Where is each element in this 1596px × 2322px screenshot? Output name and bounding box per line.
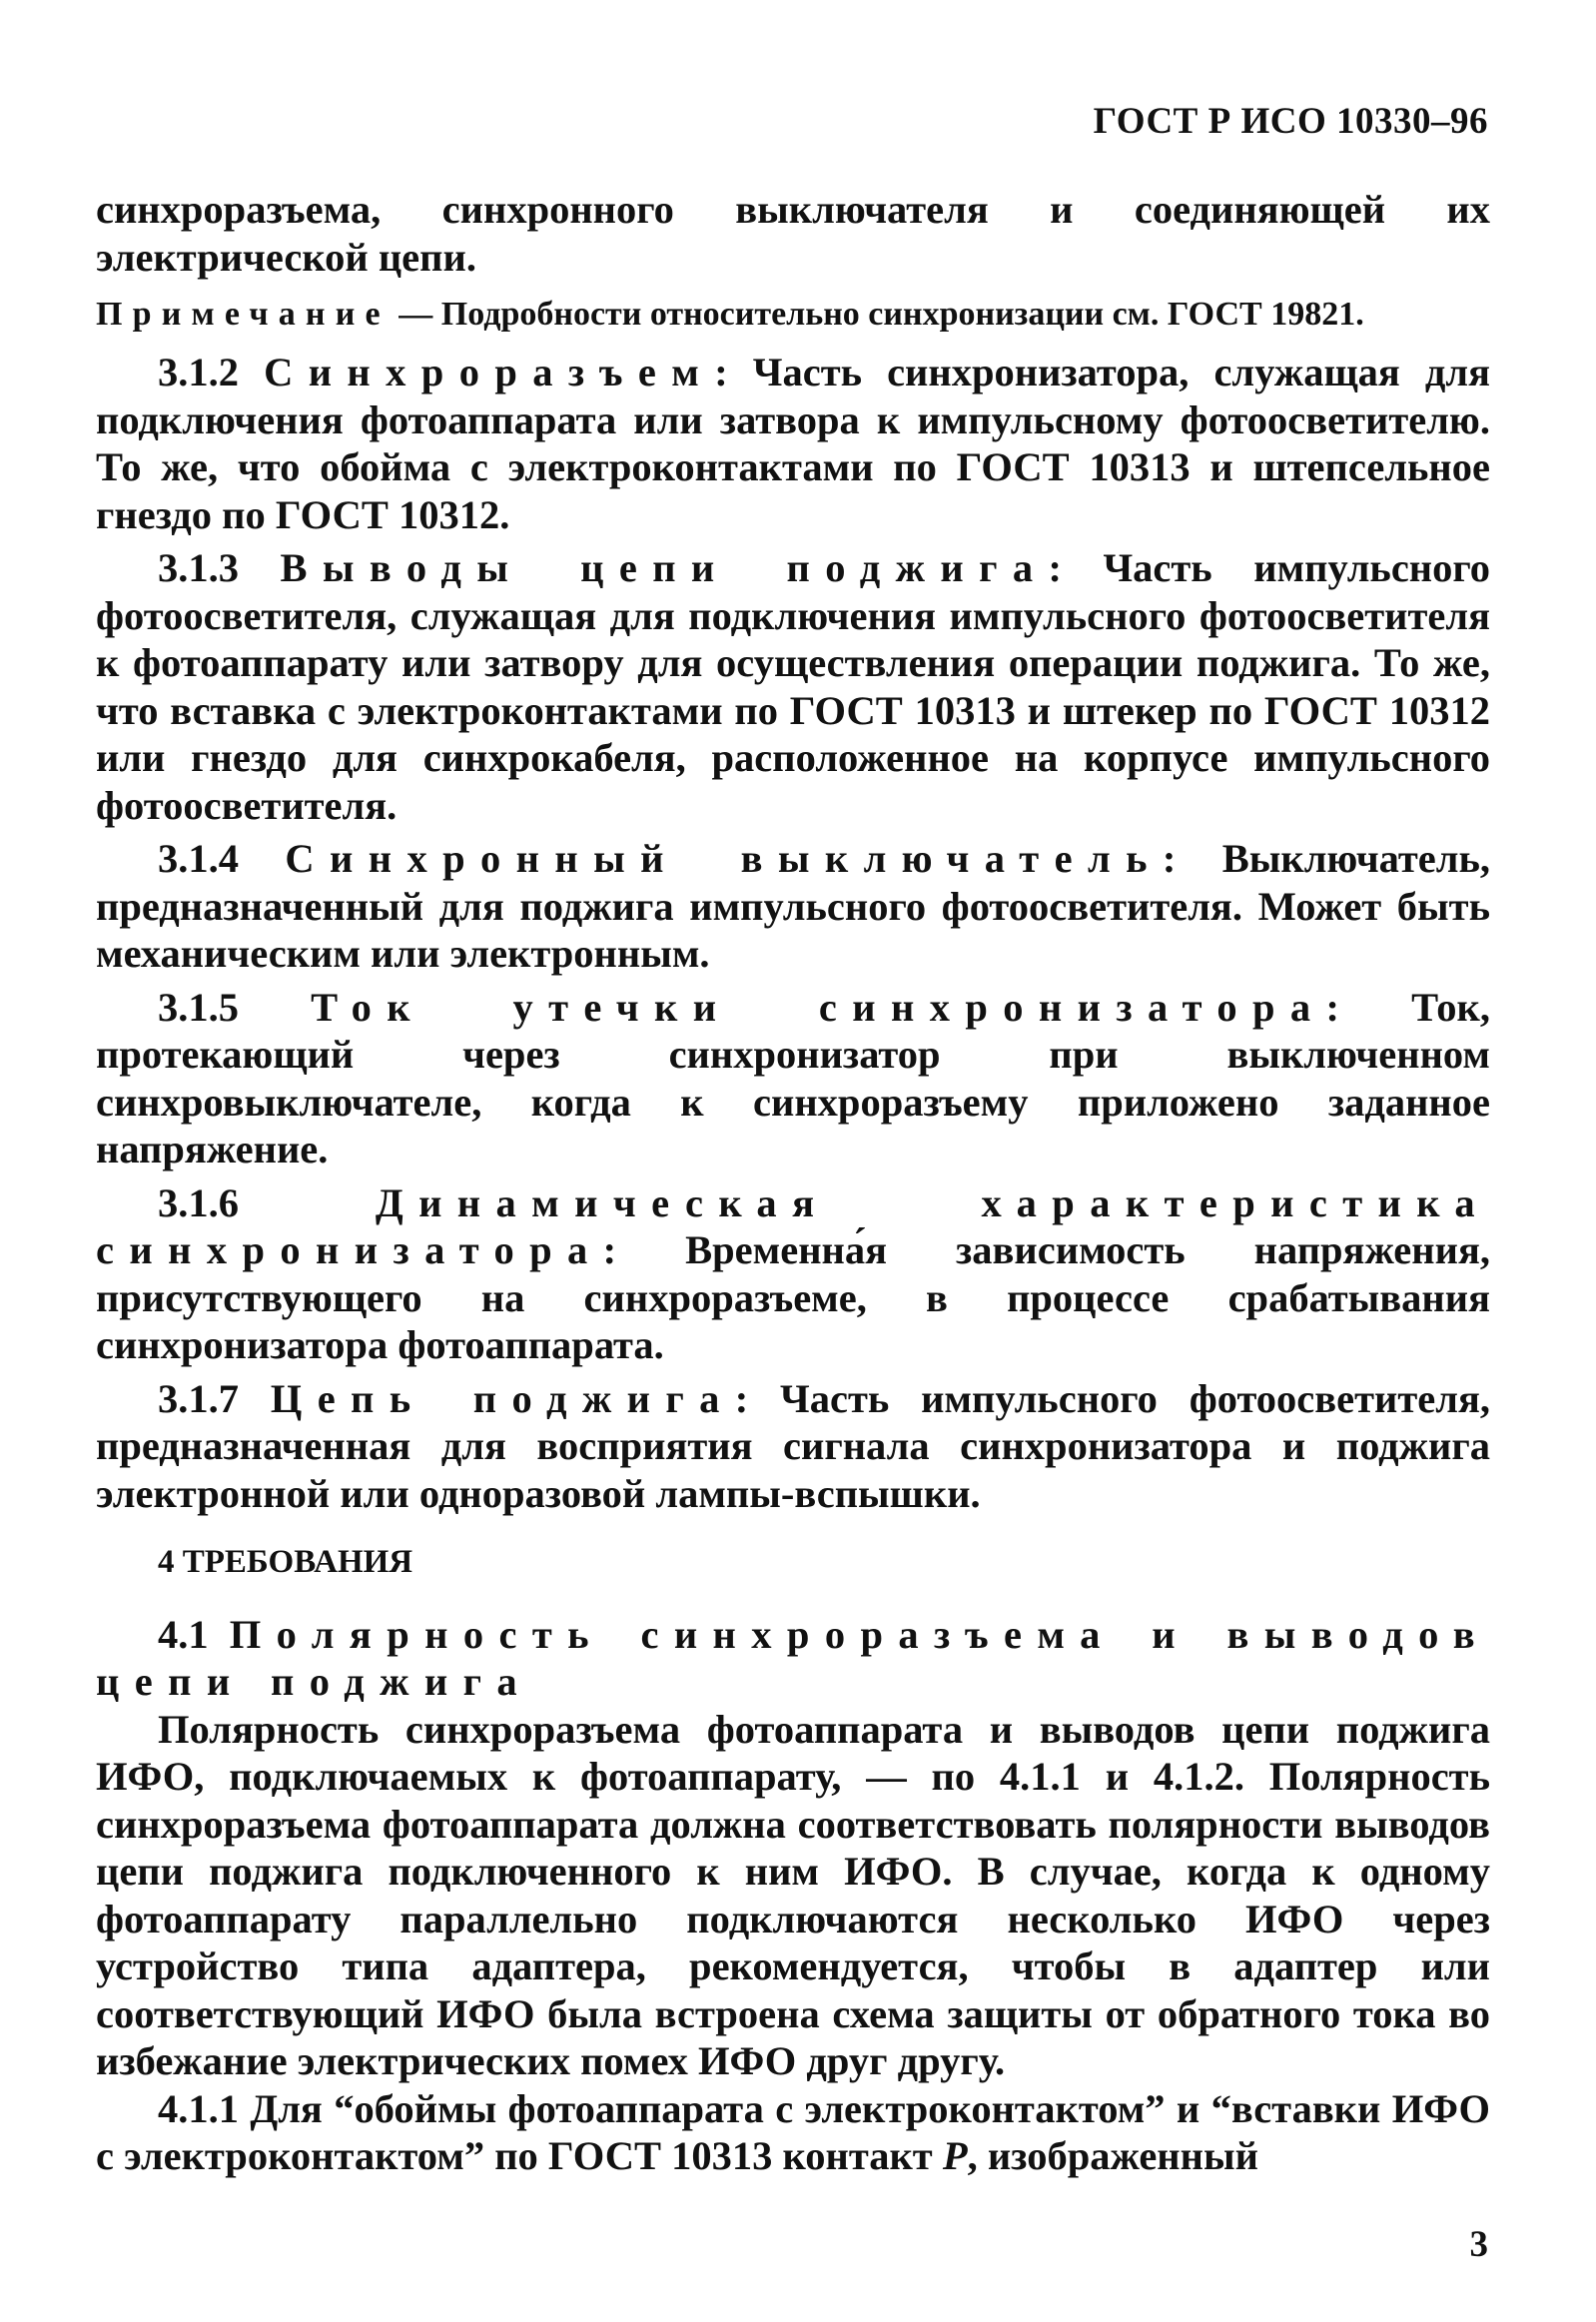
definition-text: : Выключатель, предназначенный для поджига импульсного фотоосветителя. Может быть механическим или электронным. — [96, 836, 1490, 976]
clause-number: 3.1.5 — [158, 984, 312, 1030]
definition-text: : Часть синхронизатора, служащая для подключения фотоаппарата или затвора к импульсному фотоосветителю. То же, что обойма с электроконтактами по ГОСТ 10313 и штепсельное гнездо по ГОСТ 10312. — [96, 350, 1491, 537]
definition-3-1-5 — [96, 984, 1490, 1173]
clause-text: Полярность синхроразъема фотоаппарата и выводов цепи поджига ИФО, подключаемых к фотоаппарату, — по 4.1.1 и 4.1.2. Полярность синхроразъема фотоаппарата должна соответствовать полярности выводов цепи поджига подключенного к ним ИФО. В случае, когда к одному фотоаппарату параллельно подключаются несколько ИФО через устройство типа адаптера, рекомендуется, чтобы в адаптер или соответствующий ИФО была встроена схема защиты от обратного тока во избежание электрических помех ИФО друг другу. — [96, 1706, 1490, 2083]
paragraph-text: синхроразъема, синхронного выключателя и соединяющей их электрической цепи. — [96, 187, 1490, 280]
definition-text: : Часть импульсного фотоосветителя, предназначенная для восприятия сигнала синхронизатора и поджига электронной или одноразовой лампы-вспышки. — [96, 1375, 1490, 1516]
note-paragraph — [96, 295, 1490, 335]
definition-3-1-4 — [96, 835, 1490, 978]
section-heading: 4 ТРЕБОВАНИЯ — [158, 1544, 413, 1580]
clause-4-1-body — [96, 1706, 1490, 2085]
clause-4-1-1 — [96, 2085, 1490, 2180]
defined-term: Динамическая характеристика синхронизатора — [96, 1179, 1491, 1272]
defined-term: Ток утечки синхронизатора — [311, 984, 1326, 1030]
definition-text: : Временна́я зависимость напряжения, присутствующего на синхроразъеме, в процессе срабатывания синхронизатора фотоаппарата. — [96, 1227, 1490, 1367]
note-text: — Подробности относительно синхронизации см. ГОСТ 19821. — [390, 296, 1364, 333]
note-label: Примечание — [96, 296, 391, 333]
clause-text-continued: , изображенный — [967, 2133, 1258, 2178]
definition-text: : Ток, протекающий через синхронизатор при выключенном синхровыключателе, когда к синхроразъему приложено заданное напряжение. — [96, 984, 1490, 1171]
defined-term: Синхроразъем — [264, 350, 715, 394]
clause-4-1-heading — [96, 1611, 1490, 1706]
page-number: 3 — [1469, 2224, 1488, 2265]
definition-3-1-7 — [96, 1375, 1490, 1518]
clause-number: 3.1.2 — [158, 350, 265, 394]
clause-number: 3.1.4 — [158, 836, 286, 881]
clause-text: 4.1.1 Для “обоймы фотоаппарата с электроконтактом” и “вставки ИФО с электроконтактом” по ГОСТ 10313 контакт — [96, 2085, 1490, 2178]
defined-term: Синхронный выключатель — [285, 836, 1163, 881]
clause-title: Полярность синхроразъема и выводов цепи поджига — [96, 1611, 1491, 1704]
definition-3-1-3 — [96, 544, 1490, 829]
clause-number: 4.1 — [158, 1611, 230, 1657]
contact-symbol: P — [942, 2133, 968, 2178]
definition-text: : Часть импульсного фотоосветителя, служащая для подключения импульсного фотоосветителя к фотоаппарату или затвору для осуществления операции поджига. То же, что вставка с электроконтактами по ГОСТ 10313 и штекер по ГОСТ 10312 или гнездо для синхрокабеля, расположенное на корпусе импульсного фотоосветителя. — [96, 545, 1491, 828]
defined-term: Цепь поджига — [270, 1375, 735, 1421]
document-body — [96, 186, 1490, 2180]
clause-number: 3.1.3 — [158, 545, 281, 590]
definition-3-1-2 — [96, 349, 1490, 538]
definition-3-1-6 — [96, 1179, 1490, 1369]
paragraph-continuation — [96, 186, 1490, 281]
clause-number: 3.1.6 — [158, 1179, 376, 1225]
defined-term: Выводы цепи поджига — [280, 545, 1049, 590]
clause-number: 3.1.7 — [158, 1375, 271, 1421]
document-code-header: ГОСТ Р ИСО 10330–96 — [1093, 101, 1488, 142]
